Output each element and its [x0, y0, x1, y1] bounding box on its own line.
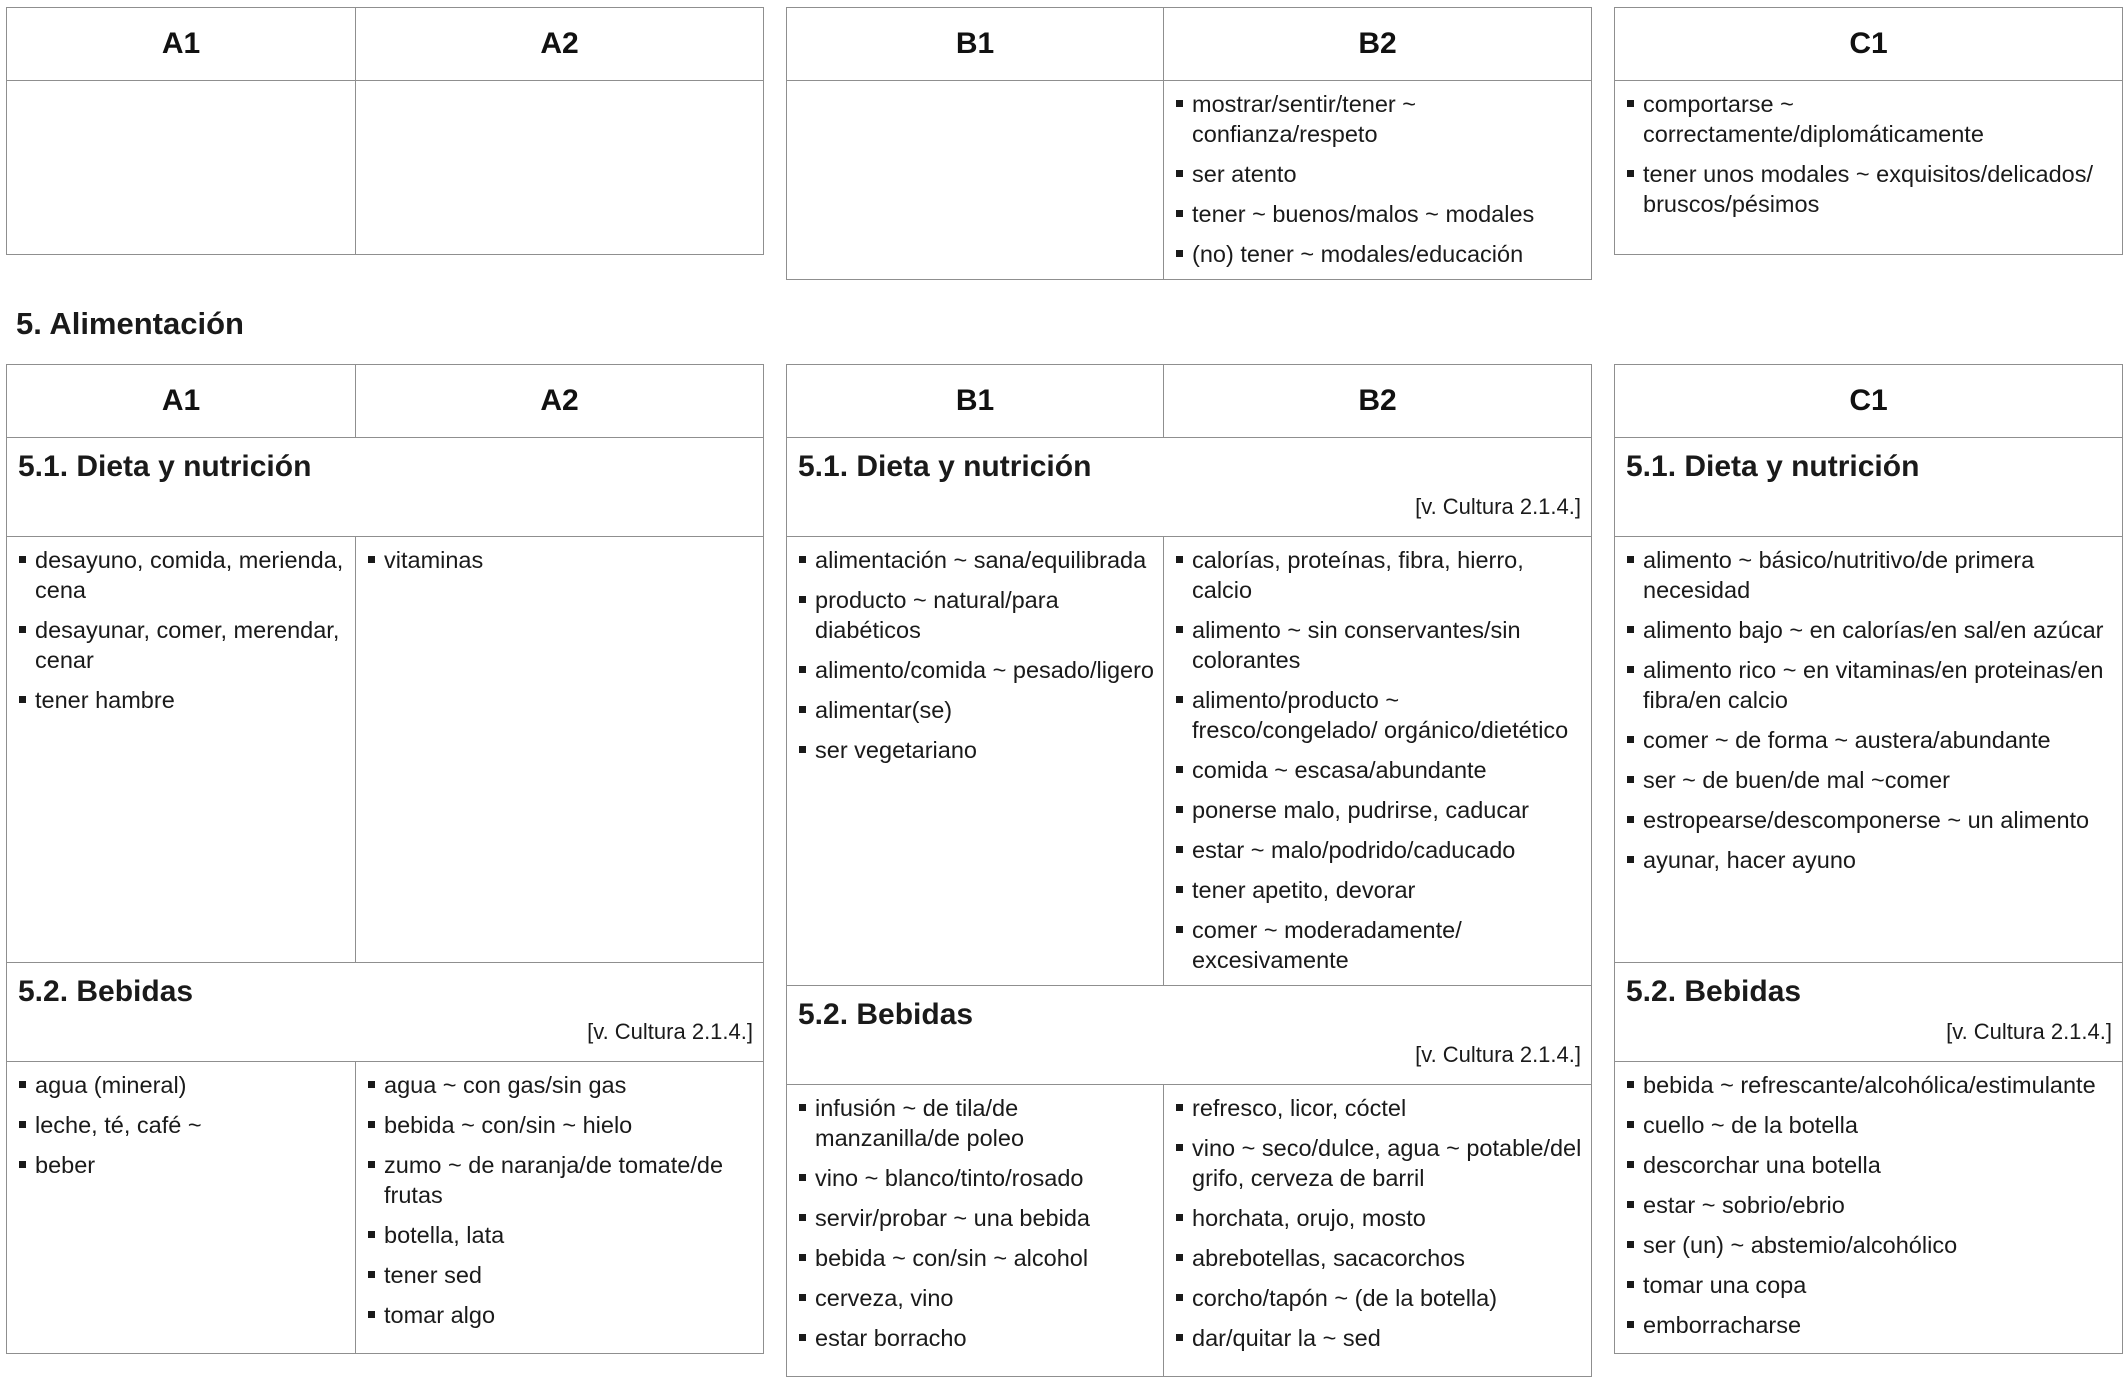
level-header-b2: B2: [1164, 365, 1592, 438]
vocabulary-item: desayuno, comida, merienda, cena: [18, 545, 349, 605]
level-header-a1: A1: [7, 8, 356, 81]
vocabulary-list: [787, 537, 1163, 765]
vocabulary-item: cuello ~ de la botella: [1626, 1110, 2116, 1140]
vocabulary-item: agua (mineral): [18, 1070, 349, 1100]
vocabulary-item: abrebotellas, sacacorchos: [1175, 1243, 1585, 1273]
vocabulary-item: servir/probar ~ una bebida: [798, 1203, 1157, 1233]
vocabulary-item: estar ~ malo/podrido/caducado: [1175, 835, 1585, 865]
bebidas-cell-a1: [7, 1062, 356, 1354]
vocabulary-item: comportarse ~ correctamente/diplomáticamente: [1626, 89, 2116, 149]
vocabulary-list: [7, 1062, 355, 1180]
bebidas-cell-b1: [787, 1085, 1164, 1377]
vocabulary-item: alimentación ~ sana/equilibrada: [798, 545, 1157, 575]
vocabulary-item: alimento/producto ~ fresco/congelado/ orgánico/dietético: [1175, 685, 1585, 745]
section-bebidas-header: [787, 986, 1592, 1085]
level-header-a2: A2: [356, 365, 764, 438]
vocabulary-item: leche, té, café ~: [18, 1110, 349, 1140]
section-bebidas-header: [7, 963, 764, 1062]
dieta-cell-b2: [1164, 537, 1592, 986]
vocabulary-item: bebida ~ con/sin ~ hielo: [367, 1110, 757, 1140]
section-title: 5.2. Bebidas: [18, 975, 194, 1008]
vocabulary-item: estar borracho: [798, 1323, 1157, 1353]
vocabulary-item: agua ~ con gas/sin gas: [367, 1070, 757, 1100]
vocabulary-list: [1164, 537, 1591, 975]
alimentacion-table-c: [1614, 364, 2123, 1354]
vocabulary-item: tener sed: [367, 1260, 757, 1290]
level-header-a2: A2: [356, 8, 764, 81]
bebidas-cell-a2: [356, 1062, 764, 1354]
vocabulary-item: alimento rico ~ en vitaminas/en proteinas/en fibra/en calcio: [1626, 655, 2116, 715]
vocabulary-item: botella, lata: [367, 1220, 757, 1250]
vocabulary-item: beber: [18, 1150, 349, 1180]
vocabulary-list: [1615, 81, 2122, 219]
vocabulary-item: alimento ~ sin conservantes/sin colorantes: [1175, 615, 1585, 675]
section-heading: 5. Alimentación: [16, 306, 244, 341]
vocabulary-item: calorías, proteínas, fibra, hierro, calcio: [1175, 545, 1585, 605]
level-header-b2: B2: [1164, 8, 1592, 81]
vocabulary-item: tener ~ buenos/malos ~ modales: [1175, 199, 1585, 229]
section-title: 5.1. Dieta y nutrición: [798, 450, 1092, 483]
vocabulary-item: ser atento: [1175, 159, 1585, 189]
vocabulary-item: infusión ~ de tila/de manzanilla/de poleo: [798, 1093, 1157, 1153]
vocabulary-item: ser vegetariano: [798, 735, 1157, 765]
vocabulary-item: emborracharse: [1626, 1310, 2116, 1340]
alimentacion-table-b: [786, 364, 1592, 1377]
vocabulary-list: [356, 1062, 763, 1330]
section-title: 5.2. Bebidas: [798, 998, 974, 1031]
bebidas-cell-b2: [1164, 1085, 1592, 1377]
vocabulary-item: tener hambre: [18, 685, 349, 715]
vocabulary-item: descorchar una botella: [1626, 1150, 2116, 1180]
vocabulary-item: vino ~ seco/dulce, agua ~ potable/del grifo, cerveza de barril: [1175, 1133, 1585, 1193]
vocabulary-item: cerveza, vino: [798, 1283, 1157, 1313]
top-cell-a2: [356, 81, 764, 255]
vocabulary-item: tomar algo: [367, 1300, 757, 1330]
vocabulary-list: [1615, 1062, 2122, 1340]
vocabulary-item: estropearse/descomponerse ~ un alimento: [1626, 805, 2116, 835]
level-header-c1: C1: [1615, 365, 2123, 438]
vocabulary-item: producto ~ natural/para diabéticos: [798, 585, 1157, 645]
vocabulary-item: tener apetito, devorar: [1175, 875, 1585, 905]
vocabulary-item: alimentar(se): [798, 695, 1157, 725]
dieta-cell-c1: [1615, 537, 2123, 963]
section-title: 5.2. Bebidas: [1626, 975, 1802, 1008]
vocabulary-item: ponerse malo, pudrirse, caducar: [1175, 795, 1585, 825]
vocabulary-list: [1164, 81, 1591, 269]
vocabulary-item: comida ~ escasa/abundante: [1175, 755, 1585, 785]
vocabulary-item: horchata, orujo, mosto: [1175, 1203, 1585, 1233]
cross-reference: [v. Cultura 2.1.4.]: [1946, 1019, 2112, 1044]
vocabulary-item: mostrar/sentir/tener ~ confianza/respeto: [1175, 89, 1585, 149]
vocabulary-item: refresco, licor, cóctel: [1175, 1093, 1585, 1123]
top-table-a: [6, 7, 764, 255]
vocabulary-list: [1164, 1085, 1591, 1353]
vocabulary-item: ser (un) ~ abstemio/alcohólico: [1626, 1230, 2116, 1260]
vocabulary-list: [7, 537, 355, 715]
vocabulary-item: desayunar, comer, merendar, cenar: [18, 615, 349, 675]
vocabulary-item: alimento ~ básico/nutritivo/de primera necesidad: [1626, 545, 2116, 605]
vocabulary-item: comer ~ moderadamente/ excesivamente: [1175, 915, 1585, 975]
top-table-c: [1614, 7, 2123, 255]
level-header-a1: A1: [7, 365, 356, 438]
cross-reference: [v. Cultura 2.1.4.]: [1415, 1042, 1581, 1067]
cross-reference: [v. Cultura 2.1.4.]: [1415, 494, 1581, 519]
level-header-b1: B1: [787, 8, 1164, 81]
section-title: 5.1. Dieta y nutrición: [18, 450, 312, 483]
vocabulary-item: vitaminas: [367, 545, 757, 575]
vocabulary-item: alimento bajo ~ en calorías/en sal/en azúcar: [1626, 615, 2116, 645]
top-cell-c1: [1615, 81, 2123, 255]
vocabulary-item: corcho/tapón ~ (de la botella): [1175, 1283, 1585, 1313]
vocabulary-item: bebida ~ con/sin ~ alcohol: [798, 1243, 1157, 1273]
vocabulary-list: [1615, 537, 2122, 875]
vocabulary-item: alimento/comida ~ pesado/ligero: [798, 655, 1157, 685]
section-title: 5.1. Dieta y nutrición: [1626, 450, 1920, 483]
vocabulary-item: tener unos modales ~ exquisitos/delicados/ bruscos/pésimos: [1626, 159, 2116, 219]
section-bebidas-header: [1615, 963, 2123, 1062]
vocabulary-item: ser ~ de buen/de mal ~comer: [1626, 765, 2116, 795]
alimentacion-table-a: [6, 364, 764, 1354]
top-cell-a1: [7, 81, 356, 255]
dieta-cell-a1: [7, 537, 356, 963]
section-dieta-header: [7, 438, 764, 537]
top-cell-b2: [1164, 81, 1592, 280]
vocabulary-item: estar ~ sobrio/ebrio: [1626, 1190, 2116, 1220]
vocabulary-item: vino ~ blanco/tinto/rosado: [798, 1163, 1157, 1193]
cross-reference: [v. Cultura 2.1.4.]: [587, 1019, 753, 1044]
vocabulary-item: dar/quitar la ~ sed: [1175, 1323, 1585, 1353]
vocabulary-item: (no) tener ~ modales/educación: [1175, 239, 1585, 269]
vocabulary-list: [787, 1085, 1163, 1353]
vocabulary-list: [356, 537, 763, 575]
dieta-cell-b1: [787, 537, 1164, 986]
vocabulary-item: comer ~ de forma ~ austera/abundante: [1626, 725, 2116, 755]
bebidas-cell-c1: [1615, 1062, 2123, 1354]
vocabulary-item: tomar una copa: [1626, 1270, 2116, 1300]
dieta-cell-a2: [356, 537, 764, 963]
level-header-c1: C1: [1615, 8, 2123, 81]
section-dieta-header: [1615, 438, 2123, 537]
vocabulary-item: ayunar, hacer ayuno: [1626, 845, 2116, 875]
top-cell-b1: [787, 81, 1164, 280]
level-header-b1: B1: [787, 365, 1164, 438]
vocabulary-item: zumo ~ de naranja/de tomate/de frutas: [367, 1150, 757, 1210]
top-table-b: [786, 7, 1592, 280]
section-dieta-header: [787, 438, 1592, 537]
vocabulary-item: bebida ~ refrescante/alcohólica/estimulante: [1626, 1070, 2116, 1100]
